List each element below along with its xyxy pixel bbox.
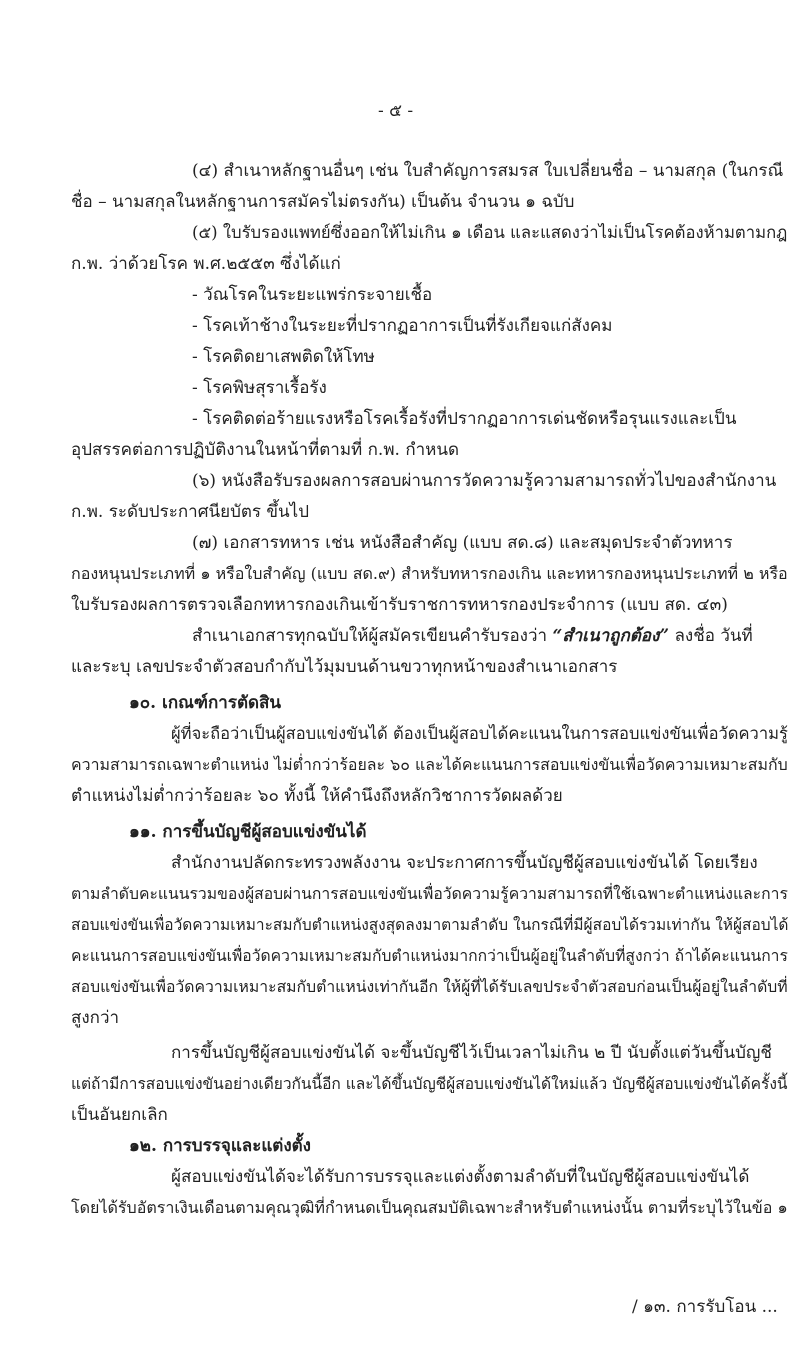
section-11-p1-line-5: สอบแข่งขันเพื่อวัดความเหมาะสมกับตำแหน่งเท่ากันอีก ให้ผู้ที่ได้รับเลขประจำตัวสอบก่อนเป็นผู้อยู่ในลำดับที่ <box>71 977 788 996</box>
copy-certification-line-2: และระบุ เลขประจำตัวสอบกำกับไว้มุมบนด้านขวาทุกหน้าของสำเนาเอกสาร <box>71 657 618 677</box>
section-11-p2-line-1: การขึ้นบัญชีผู้สอบแข่งขันได้ จะขึ้นบัญชีไว้เป็นเวลาไม่เกิน ๒ ปี นับตั้งแต่วันขึ้นบัญชี <box>171 1043 772 1063</box>
item-5-line-2: ก.พ. ว่าด้วยโรค พ.ศ.๒๕๕๓ ซึ่งได้แก่ <box>71 254 341 274</box>
copy-certification-line-1 <box>192 625 753 647</box>
section-12-heading: ๑๒. การบรรจุและแต่งตั้ง <box>129 1136 311 1156</box>
footer-continuation: / ๑๓. การรับโอน ... <box>632 1297 778 1317</box>
section-10-line-1: ผู้ที่จะถือว่าเป็นผู้สอบแข่งขันได้ ต้องเป็นผู้สอบได้คะแนนในการสอบแข่งขันเพื่อวัดความรู้ <box>171 724 788 743</box>
section-11-p1-line-2: ตามลำดับคะแนนรวมของผู้สอบผ่านการสอบแข่งขันเพื่อวัดความรู้ความสามารถที่ใช้เฉพาะตำแหน่งและการ <box>71 884 788 903</box>
item-7-line-2: กองหนุนประเภทที่ ๑ หรือใบสำคัญ (แบบ สด.๙) สำหรับทหารกองเกิน และทหารกองหนุนประเภทที่ ๒ หรือ <box>71 564 788 583</box>
disease-item: - โรคเท้าช้างในระยะที่ปรากฏอาการเป็นที่รังเกียจแก่สังคม <box>192 316 613 336</box>
section-11-p2-line-2: แต่ถ้ามีการสอบแข่งขันอย่างเดียวกันนี้อีก และได้ขึ้นบัญชีผู้สอบแข่งขันได้ใหม่แล้ว บัญชีผู้สอบแข่งขันได้ครั้งนี้ <box>71 1075 788 1093</box>
item-5-line-1: (๕) ใบรับรองแพทย์ซึ่งออกให้ไม่เกิน ๑ เดือน และแสดงว่าไม่เป็นโรคต้องห้ามตามกฎ <box>192 223 788 242</box>
item-4-line-2: ชื่อ – นามสกุลในหลักฐานการสมัครไม่ตรงกัน) เป็นต้น จำนวน ๑ ฉบับ <box>71 192 575 212</box>
item-7-line-1: (๗) เอกสารทหาร เช่น หนังสือสำคัญ (แบบ สด.๘) และสมุดประจำตัวทหาร <box>192 533 733 553</box>
copy-certification-text: สำเนาเอกสารทุกฉบับให้ผู้สมัครเขียนคำรับรองว่า <box>192 626 553 646</box>
section-10-line-2: ความสามารถเฉพาะตำแหน่ง ไม่ต่ำกว่าร้อยละ ๖๐ และได้คะแนนการสอบแข่งขันเพื่อวัดความเหมาะสมกับ <box>71 755 788 774</box>
section-12-line-2: โดยได้รับอัตราเงินเดือนตามคุณวุฒิที่กำหนดเป็นคุณสมบัติเฉพาะสำหรับตำแหน่งนั้น ตามที่ระบุไว้ในข้อ ๑ <box>71 1198 788 1217</box>
item-4-line-1: (๔) สำเนาหลักฐานอื่นๆ เช่น ใบสำคัญการสมรส ใบเปลี่ยนชื่อ – นามสกุล (ในกรณี <box>192 161 784 181</box>
disease-item: - โรคติดต่อร้ายแรงหรือโรคเรื้อรังที่ปรากฏอาการเด่นชัดหรือรุนแรงและเป็น <box>192 409 737 429</box>
item-7-line-3: ใบรับรองผลการตรวจเลือกทหารกองเกินเข้ารับราชการทหารกองประจำการ (แบบ สด. ๔๓) <box>71 595 728 615</box>
section-11-p1-line-4: คะแนนการสอบแข่งขันเพื่อวัดความเหมาะสมกับตำแหน่งมากกว่าเป็นผู้อยู่ในลำดับที่สูงกว่า ถ้าได้คะแนนการ <box>71 946 788 965</box>
section-11-p1-line-3: สอบแข่งขันเพื่อวัดความเหมาะสมกับตำแหน่งสูงสุดลงมาตามลำดับ ในกรณีที่มีผู้สอบได้รวมเท่ากัน ให้ผู้สอบได้ <box>71 916 789 934</box>
item-6-line-2: ก.พ. ระดับประกาศนียบัตร ขึ้นไป <box>71 502 310 522</box>
disease-item: - วัณโรคในระยะแพร่กระจายเชื้อ <box>192 285 433 305</box>
section-11-p1-line-1: สำนักงานปลัดกระทรวงพลังงาน จะประกาศการขึ้นบัญชีผู้สอบแข่งขันได้ โดยเรียง <box>171 853 758 873</box>
certified-copy-phrase: “สำเนาถูกต้อง” <box>552 626 670 646</box>
section-11-p1-line-6: สูงกว่า <box>71 1008 120 1028</box>
section-10-line-3: ตำแหน่งไม่ต่ำกว่าร้อยละ ๖๐ ทั้งนี้ ให้คำนึงถึงหลักวิชาการวัดผลด้วย <box>71 786 563 806</box>
section-11-heading: ๑๑. การขึ้นบัญชีผู้สอบแข่งขันได้ <box>129 822 367 842</box>
copy-certification-text: ลงชื่อ วันที่ <box>669 626 753 646</box>
disease-item: - โรคพิษสุราเรื้อรัง <box>192 378 327 398</box>
disease-item: - โรคติดยาเสพติดให้โทษ <box>192 347 375 367</box>
disease-item-continuation: อุปสรรคต่อการปฏิบัติงานในหน้าที่ตามที่ ก.พ. กำหนด <box>71 440 460 460</box>
section-12-line-1: ผู้สอบแข่งขันได้จะได้รับการบรรจุและแต่งตั้งตามลำดับที่ในบัญชีผู้สอบแข่งขันได้ <box>171 1167 750 1187</box>
section-10-heading: ๑๐. เกณฑ์การตัดสิน <box>129 693 282 713</box>
section-11-p2-line-3: เป็นอันยกเลิก <box>71 1105 168 1125</box>
item-6-line-1: (๖) หนังสือรับรองผลการสอบผ่านการวัดความรู้ความสามารถทั่วไปของสำนักงาน <box>192 471 777 491</box>
page-number: - ๕ - <box>378 101 414 121</box>
